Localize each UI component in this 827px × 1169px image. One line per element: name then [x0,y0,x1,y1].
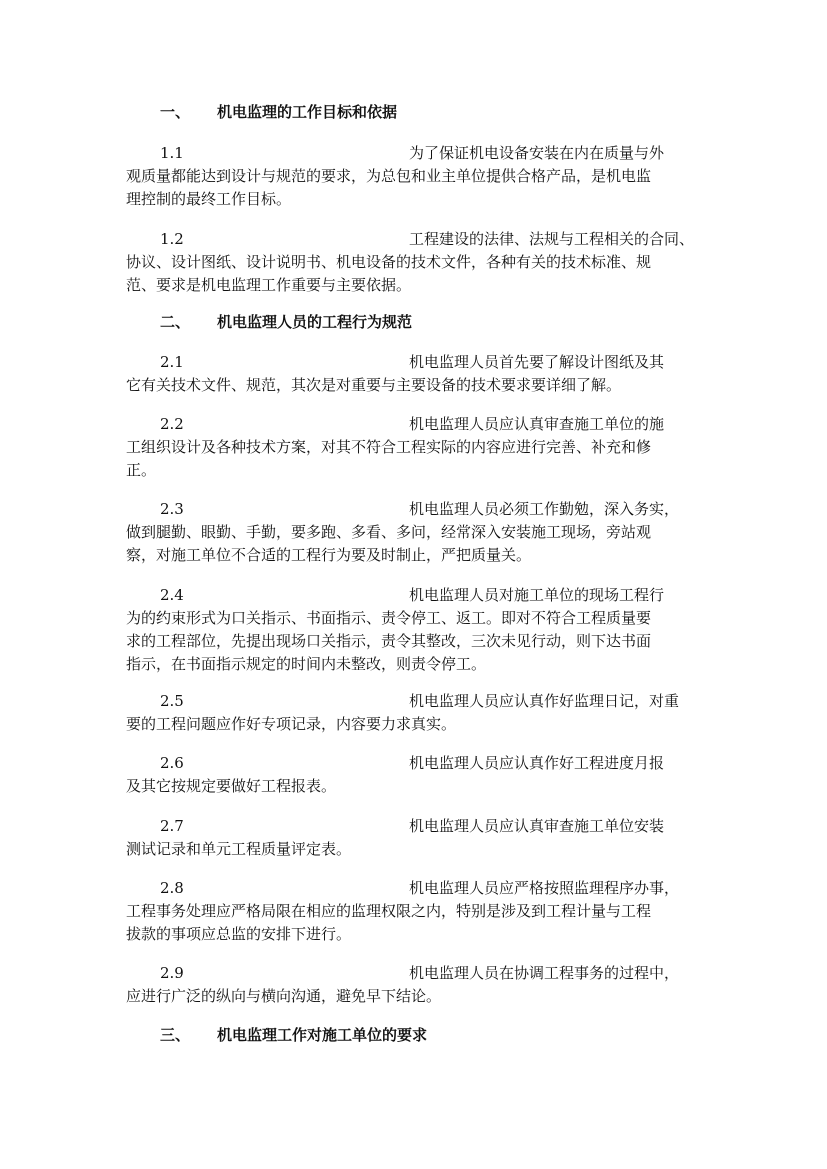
paragraph-line: 应进行广泛的纵向与横向沟通，避免早下结论。 [126,987,442,1005]
paragraph-line: 机电监理人员应认真审查施工单位的施 [409,415,665,433]
paragraph-line: 测试记录和单元工程质量评定表。 [126,840,352,858]
section-number: 一、 [160,103,191,121]
paragraph-line: 指示，在书面指示规定的时间内未整改，则责令停工。 [126,655,487,673]
paragraph-line: 求的工程部位，先提出现场口关指示，责令其整改，三次未见行动，则下达书面 [126,632,652,650]
paragraph-line: 范、要求是机电监理工作重要与主要依据。 [126,276,412,294]
paragraph-number: 1.1 [160,144,184,162]
section-heading-2 [160,311,412,333]
paragraph-1-1 [126,142,706,211]
paragraph-line: 及其它按规定要做好工程报表。 [126,777,337,795]
paragraph-2-1 [126,351,706,397]
paragraph-number: 2.2 [160,415,184,433]
paragraph-2-7 [126,815,706,861]
paragraph-2-2 [126,413,706,482]
paragraph-line: 机电监理人员应严格按照监理程序办事， [409,879,680,897]
section-heading-1 [160,101,397,123]
paragraph-line: 工组织设计及各种技术方案，对其不符合工程实际的内容应进行完善、补充和修 [126,438,652,456]
section-title: 机电监理的工作目标和依据 [217,103,398,121]
section-number: 三、 [160,1026,191,1044]
section-title: 机电监理工作对施工单位的要求 [217,1026,428,1044]
paragraph-line: 要的工程问题应作好专项记录，内容要力求真实。 [126,715,457,733]
paragraph-2-8 [126,877,706,946]
section-heading-3 [160,1024,427,1046]
paragraph-line: 机电监理人员应认真审查施工单位安装 [409,817,665,835]
paragraph-line: 观质量都能达到设计与规范的要求，为总包和业主单位提供合格产品，是机电监 [126,167,652,185]
paragraph-line: 拔款的事项应总监的安排下进行。 [126,925,352,943]
paragraph-2-3 [126,498,706,567]
section-number: 二、 [160,313,191,331]
paragraph-number: 2.7 [160,817,184,835]
paragraph-line: 机电监理人员应认真作好工程进度月报 [409,754,665,772]
paragraph-number: 2.5 [160,692,184,710]
paragraph-2-5 [126,690,706,736]
paragraph-number: 2.1 [160,353,184,371]
paragraph-number: 2.8 [160,879,184,897]
paragraph-line: 协议、设计图纸、设计说明书、机电设备的技术文件，各种有关的技术标准、规 [126,253,652,271]
paragraph-line: 理控制的最终工作目标。 [126,190,292,208]
paragraph-line: 察，对施工单位不合适的工程行为要及时制止，严把质量关。 [126,546,532,564]
paragraph-line: 机电监理人员在协调工程事务的过程中， [409,964,680,982]
paragraph-2-4 [126,584,706,676]
paragraph-number: 2.6 [160,754,184,772]
paragraph-line: 机电监理人员必须工作勤勉，深入务实， [409,500,680,518]
paragraph-1-2 [126,228,706,297]
paragraph-line: 机电监理人员首先要了解设计图纸及其 [409,353,665,371]
paragraph-line: 机电监理人员应认真作好监理日记，对重 [409,692,680,710]
paragraph-line: 为的约束形式为口关指示、书面指示、责令停工、返工。即对不符合工程质量要 [126,609,652,627]
paragraph-line: 它有关技术文件、规范，其次是对重要与主要设备的技术要求要详细了解。 [126,376,622,394]
paragraph-2-6 [126,752,706,798]
paragraph-number: 2.4 [160,586,184,604]
paragraph-line: 工程事务处理应严格局限在相应的监理权限之内，特别是涉及到工程计量与工程 [126,902,652,920]
section-title: 机电监理人员的工程行为规范 [217,313,413,331]
paragraph-line: 做到腿勤、眼勤、手勤，要多跑、多看、多问，经常深入安装施工现场，旁站观 [126,523,652,541]
paragraph-number: 1.2 [160,230,184,248]
paragraph-line: 正。 [126,461,157,479]
paragraph-line: 为了保证机电设备安装在内在质量与外 [409,144,665,162]
paragraph-line: 工程建设的法律、法规与工程相关的合同、 [409,230,695,248]
paragraph-number: 2.3 [160,500,184,518]
paragraph-2-9 [126,962,706,1008]
paragraph-number: 2.9 [160,964,184,982]
paragraph-line: 机电监理人员对施工单位的现场工程行 [409,586,665,604]
